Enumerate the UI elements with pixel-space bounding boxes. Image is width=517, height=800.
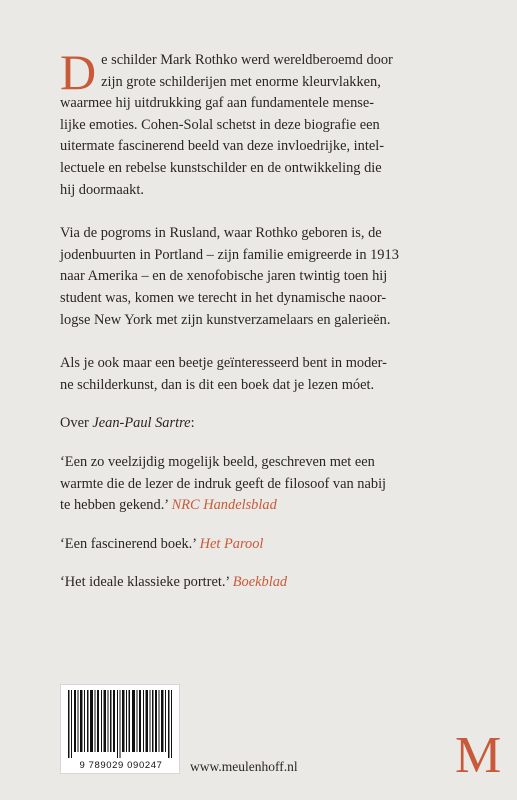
isbn-number: 9 789029 090247: [79, 760, 163, 771]
paragraph-history: [60, 223, 460, 331]
previous-book-title: Jean-Paul Sartre: [92, 415, 191, 432]
barcode-bars: [66, 690, 176, 758]
drop-cap: D: [60, 44, 97, 100]
quote-text: ‘Het ideale klassieke portret.’: [60, 574, 233, 591]
line: waarmee hij uitdrukking gaf aan fundamentele mense-: [60, 95, 375, 112]
line: Via de pogroms in Rusland, waar Rothko geboren is, de: [60, 225, 382, 242]
paragraph-intro: [60, 44, 460, 201]
review-quote-3: [60, 572, 460, 594]
line: ‘Een zo veelzijdig mogelijk beeld, geschreven met een: [60, 453, 375, 470]
intro-prefix: Over: [60, 415, 93, 432]
review-quote-2: [60, 534, 460, 556]
line: zijn grote schilderijen met enorme kleurvlakken,: [101, 73, 381, 90]
line: jodenbuurten in Portland – zijn familie emigreerde in 1913: [60, 246, 399, 263]
line: hij doormaakt.: [60, 181, 144, 198]
line: lectuele en rebelse kunstschilder en de ontwikkeling die: [60, 159, 382, 176]
review-source: Het Parool: [199, 535, 264, 552]
review-quote-1: [60, 452, 460, 517]
line: logse New York met zijn kunstverzamelaars en galerieën.: [60, 311, 391, 328]
line: Als je ook maar een beetje geïnteresseerd bent in moder-: [60, 355, 387, 372]
line: naar Amerika – en de xenofobische jaren twintig toen hij: [60, 268, 388, 285]
line: e schilder Mark Rothko werd wereldberoemd door: [101, 52, 393, 68]
line: uitermate fascinerend beeld van deze invloedrijke, intel-: [60, 138, 385, 155]
line: student was, komen we terecht in het dynamische naoor-: [60, 289, 387, 306]
blurb-text: [60, 44, 460, 594]
intro-suffix: :: [190, 415, 195, 432]
isbn-barcode: [60, 684, 180, 774]
quote-text: ‘Een fascinerend boek.’: [60, 535, 200, 552]
publisher-logo: M: [455, 727, 502, 784]
line: te hebben gekend.’: [60, 497, 172, 514]
line: lijke emoties. Cohen-Solal schetst in deze biografie een: [60, 116, 380, 133]
line: ne schilderkunst, dan is dit een boek dat je lezen móet.: [60, 376, 375, 393]
paragraph-recommendation: [60, 353, 460, 396]
review-source: Boekblad: [232, 574, 288, 591]
reviews-intro: [60, 413, 460, 435]
publisher-url[interactable]: www.meulenhoff.nl: [190, 759, 298, 774]
review-source: NRC Handelsblad: [171, 497, 277, 514]
line: warmte die de lezer de indruk geeft de filosoof van nabij: [60, 475, 387, 492]
